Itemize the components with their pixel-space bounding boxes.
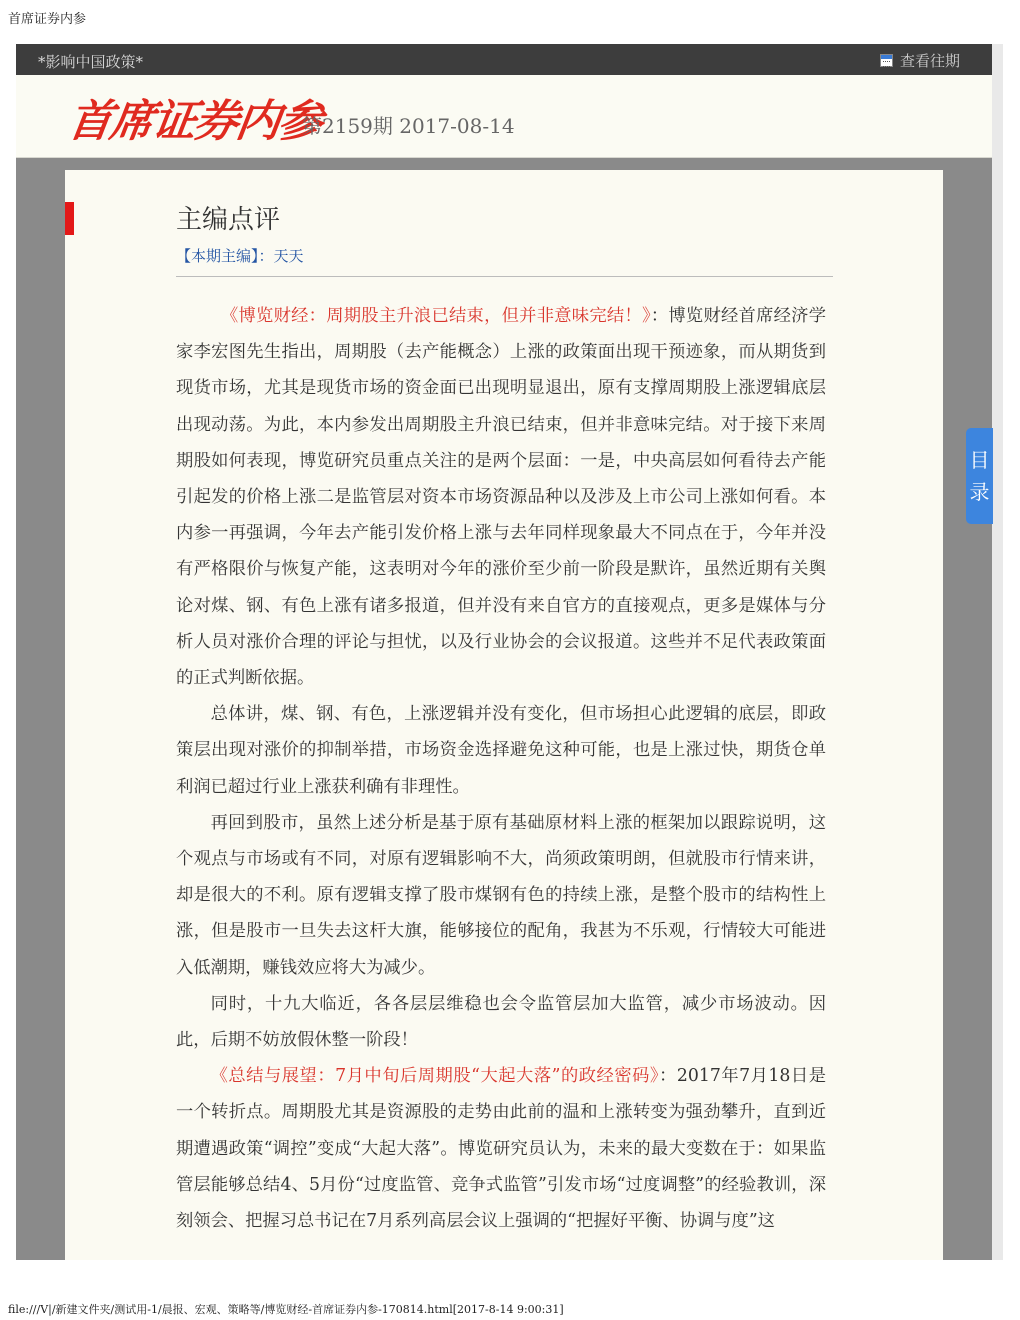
article-link-1[interactable]: 《博览财经：周期股主升浪已结束，但并非意味完结！》 <box>220 306 651 326</box>
editor-name[interactable]: 天天 <box>273 247 304 265</box>
paragraph-5-text: ：2017年7月18日是一个转折点。周期股尤其是资源股的走势由此前的温和上涨转变为强劲攀升，直到近期遭遇政策“调控”变成“大起大落”。博览研究员认为，未来的最大变数在于：如果监管层能够总结4、5月份“过度监管、竞争式监管”引发市场“过度调整”的经验教训，深刻领会、把握习总书记在7月系列高层会议上强调的“把握好平衡、协调与度”这 <box>176 1066 826 1232</box>
section-marker <box>65 202 74 235</box>
paragraph-1-text: ：博览财经首席经济学家李宏图先生指出，周期股（去产能概念）上涨的政策面出现干预迹象，而从期货到现货市场，尤其是现货市场的资金面已出现明显退出，原有支撑周期股上涨逻辑底层出现动荡。为此，本内参发出周期股主升浪已结束，但并非意味完结。对于接下来周期股如何表现，博览研究员重点关注的是两个层面：一是，中央高层如何看待去产能引起发的价格上涨二是监管层对资本市场资源品种以及涉及上市公司上涨如何看。本内参一再强调，今年去产能引发价格上涨与去年同样现象最大不同点在于，今年并没有严格限价与恢复产能，这表明对今年的涨价至少前一阶段是默许，虽然近期有关舆论对煤、钢、有色上涨有诸多报道，但并没有来自官方的直接观点，更多是媒体与分析人员对涨价合理的评论与担忧，以及行业协会的会议报道。这些并不足代表政策面的正式判断依据。 <box>176 306 826 689</box>
top-bar <box>16 44 992 75</box>
browser-page-title: 首席证券内参 <box>8 12 87 27</box>
calendar-icon <box>880 54 893 67</box>
masthead <box>16 75 992 158</box>
paragraph-5 <box>176 1058 826 1239</box>
archive-label: 查看往期 <box>899 52 960 70</box>
toc-label-1: 目 <box>969 448 990 472</box>
editor-label: 【本期主编】： <box>176 247 274 265</box>
page-footer-path: file:///V|/新建文件夹/测试用-1/晨报、宏观、策略等/博览财经-首席证券内参-170814.html[2017-8-14 9:00:31] <box>8 1303 564 1316</box>
toc-button[interactable] <box>966 428 993 524</box>
editor-line <box>176 245 304 266</box>
section-title: 主编点评 <box>176 205 281 235</box>
toc-label-2: 录 <box>969 480 990 504</box>
slogan-text: *影响中国政策* <box>38 53 144 71</box>
paragraph-1 <box>176 298 826 696</box>
title-divider <box>176 276 833 277</box>
scrollbar-track[interactable] <box>992 44 1003 1260</box>
article-link-2[interactable]: 《总结与展望：7月中旬后周期股“大起大落”的政经密码》 <box>210 1066 660 1087</box>
paragraph-4: 同时，十九大临近，各各层层维稳也会令监管层加大监管，减少市场波动。因此，后期不妨放假休整一阶段！ <box>176 993 826 1051</box>
issue-info: 第2159期 2017-08-14 <box>302 114 515 138</box>
article-body <box>176 298 826 1239</box>
brand-logo[interactable]: 首席证券内参 <box>64 96 324 147</box>
archive-link[interactable] <box>880 50 960 71</box>
paragraph-2: 总体讲，煤、钢、有色，上涨逻辑并没有变化，但市场担心此逻辑的底层，即政策层出现对涨价的抑制举措，市场资金选择避免这种可能，也是上涨过快，期货仓单利润已超过行业上涨获利确有非理性。 <box>176 704 826 797</box>
paragraph-3: 再回到股市，虽然上述分析是基于原有基础原材料上涨的框架加以跟踪说明，这个观点与市场或有不同，对原有逻辑影响不大，尚须政策明朗，但就股市行情来讲，却是很大的不利。原有逻辑支撑了股市煤钢有色的持续上涨，是整个股市的结构性上涨，但是股市一旦失去这杆大旗，能够接位的配角，我甚为不乐观，行情较大可能进入低潮期，赚钱效应将大为减少。 <box>176 812 826 978</box>
